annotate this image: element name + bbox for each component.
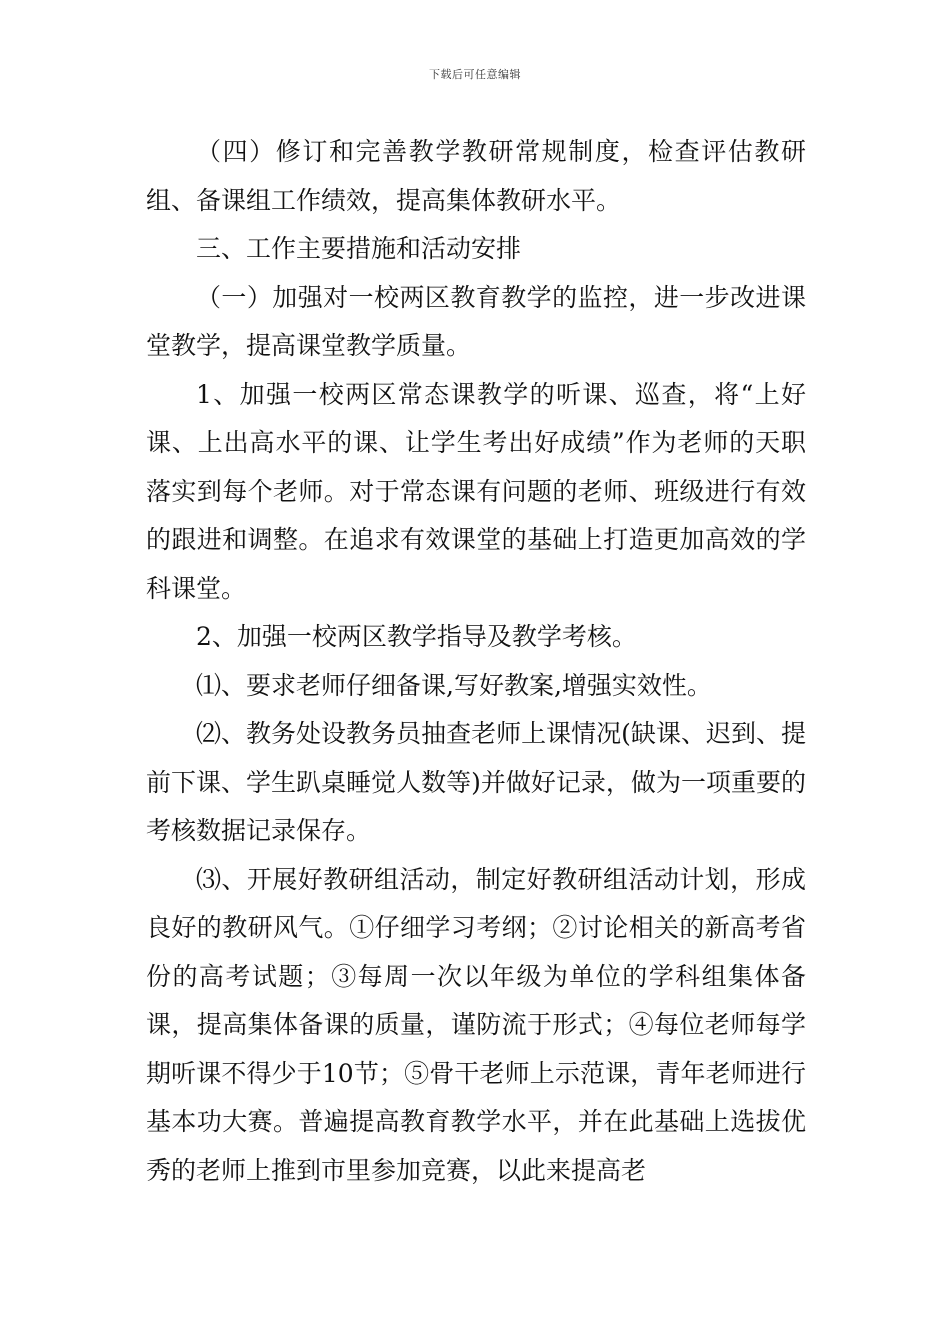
paragraph-subitem-2: ⑵、教务处设教务员抽查老师上课情况(缺课、迟到、提前下课、学生趴桌睡觉人数等)并做好记录，做为一项重要的考核数据记录保存。 (146, 719, 806, 845)
paragraph-item-1: 1、加强一校两区常态课教学的听课、巡查，将“上好课、上出高水平的课、让学生考出好成绩”作为老师的天职落实到每个老师。对于常态课有问题的老师、班级进行有效的跟进和调整。在追求有效课堂的基础上打造更加高效的学科课堂。 (146, 379, 806, 603)
paragraph-subitem-1: ⑴、要求老师仔细备课,写好教案,增强实效性。 (196, 670, 712, 700)
page-header-note: 下载后可任意编辑 (429, 68, 521, 81)
paragraph-item-2: 2、加强一校两区教学指导及教学考核。 (196, 622, 637, 651)
paragraph-section-4: （四）修订和完善教学教研常规制度，检查评估教研组、备课组工作绩效，提高集体教研水平。 (146, 137, 806, 215)
paragraph-section-1: （一）加强对一校两区教育教学的监控，进一步改进课堂教学，提高课堂教学质量。 (146, 282, 806, 360)
paragraph-subitem-3: ⑶、开展好教研组活动，制定好教研组活动计划，形成良好的教研风气。①仔细学习考纲；②讨论相关的新高考省份的高考试题；③每周一次以年级为单位的学科组集体备课，提高集体备课的质量，谨防流于形式；④每位老师每学期听课不得少于10节；⑤骨干老师上示范课，青年老师进行基本功大赛。普遍提高教育教学水平，并在此基础上选拔优秀的老师上推到市里参加竞赛，以此来提高老 (146, 864, 806, 1185)
document-body (146, 128, 806, 1195)
heading-measures: 三、工作主要措施和活动安排 (196, 234, 522, 263)
